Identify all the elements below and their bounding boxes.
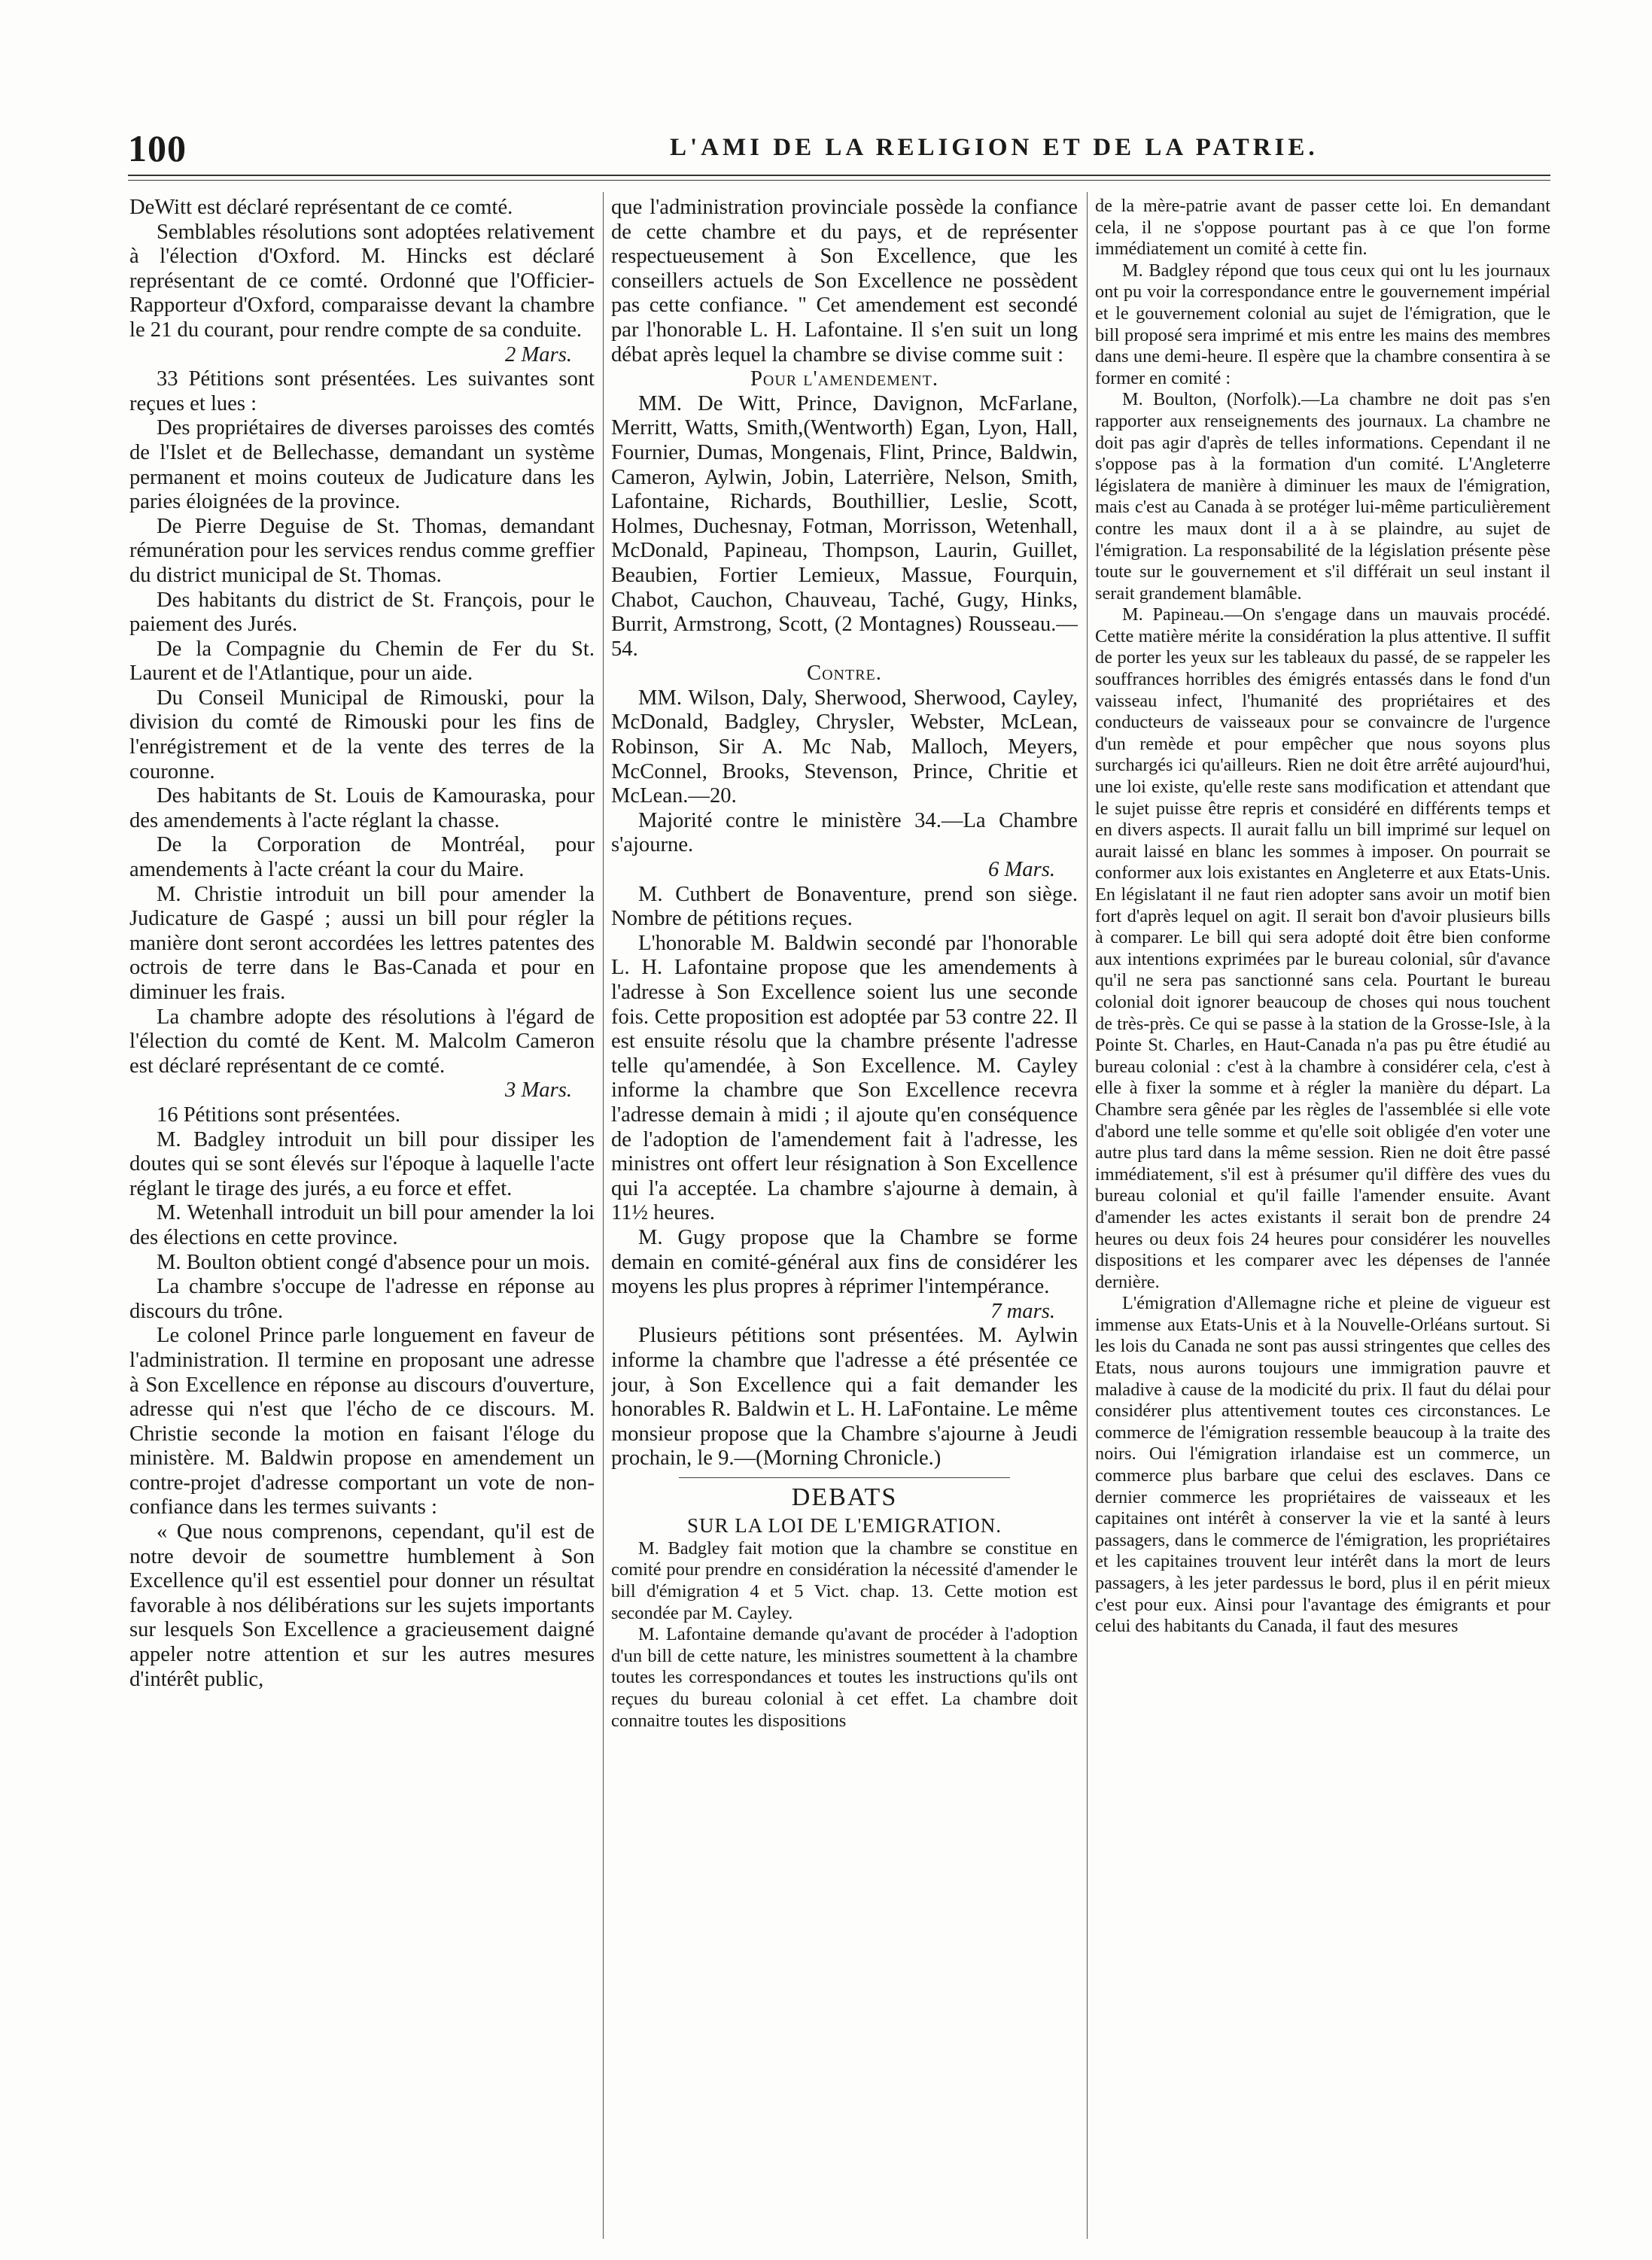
paragraph: Semblables résolutions sont adoptées relativement à l'élection d'Oxford. M. Hincks est déclaré représentant de ce comté. Ordonné que l'Officier-Rapporteur d'Oxford, comparaisse devant la chambre le 21 du courant, pour rendre compte de sa conduite. <box>129 220 595 342</box>
vote-list-against: MM. Wilson, Daly, Sherwood, Sherwood, Cayley, McDonald, Badgley, Chrysler, Webster, McLean, Robinson, Sir A. Mc Nab, Malloch, Meyers, McConnel, Brooks, Stevenson, Prince, Chritie et McLean.—20. <box>611 686 1078 808</box>
quoted-amendment: « Que nous comprenons, cependant, qu'il est de notre devoir de soumettre humblement à Son Excellence qu'il est essentiel pour donner un résultat favorable à nos délibérations sur les sujets importants sur lesquels Son Excellence a gracieusement daigné appeler notre attention et sur les autres mesures d'intérêt public, <box>129 1520 595 1691</box>
paragraph: M. Papineau.—On s'engage dans un mauvais procédé. Cette matière mérite la considération la plus attentive. Il suffit de porter les yeux sur les tableaux du passé, de se rappeler les souffrances horribles des émigrés entassés dans le fond d'un vaisseau infect, l'humanité des propriétaires et des conducteurs de vaisseaux pour se convaincre de l'urgence d'un remède et pour empêcher que nous soyons plus surchargés ici qu'ailleurs. Rien ne doit être arrêté aujourd'hui, une loi existe, qu'elle reste sans modification et attendant que le sujet puisse être repris et considéré en différents temps et en divers aspects. Il aurait fallu un bill imprimé sur lequel on aurait laissé en blanc les sommes à imposer. On pourrait se conformer aux lois existantes en Angleterre et aux Etats-Unis. En législatant il ne faut rien adopter sans avoir un motif bien fort d'après lequel on agit. Il serait bon d'avoir plusieurs bills à comparer. Le bill qui sera adopté doit être bien conforme aux intentions exprimées par le bureau colonial, sûr d'avance qu'il ne sera pas sanctionné sans cela. Pourtant le bureau colonial doit ignorer beaucoup de choses qui nous touchent de très-près. Ce qui se passe à la station de la Grosse-Isle, à la Pointe St. Charles, en Haut-Canada n'a pas pu être étudié au bureau colonial : c'est à la chambre à considérer cela, c'est à elle à fixer la somme et à régler la manière du départ. La Chambre sera gênée par les règles de l'assemblée si elle vote d'abord une telle somme et qu'elle soit obligée d'en voter une autre plus tard dans la même session. Rien ne doit être passé immédiatement, s'il est à présumer qu'il diffère des vues du bureau colonial et qu'il faille l'amender ensuite. Avant d'amender les actes existants il serait bon de prendre 24 heures ou deux fois 24 heures pour considérer les nouvelles dispositions et les comparer avec les dépenses de l'année dernière. <box>1095 604 1550 1292</box>
paragraph: L'honorable M. Baldwin secondé par l'honorable L. H. Lafontaine propose que les amendements à l'adresse à Son Excellence soient lus une seconde fois. Cette proposition est adoptée par 53 contre 22. Il est ensuite résolu que la chambre présente l'adresse telle qu'amendée, à Son Excellence. M. Cayley informe la chambre que Son Excellence recevra l'adresse demain à midi ; il ajoute qu'en conséquence de l'adoption de l'amendement fait à l'adresse, les ministres ont offert leur résignation à Son Excellence qui l'a acceptée. La chambre s'ajourne à demain, à 11½ heures. <box>611 931 1078 1225</box>
vote-heading-for: Pour l'amendement. <box>750 367 939 391</box>
petition-item: Des habitants de St. Louis de Kamouraska, pour des amendements à l'acte réglant la chasse. <box>129 784 595 832</box>
column-middle <box>611 196 1078 2239</box>
column-divider <box>1087 192 1088 2239</box>
date-heading: 2 Mars. <box>505 342 572 367</box>
paragraph: de la mère-patrie avant de passer cette loi. En demandant cela, il ne s'oppose pourtant pas à ce que l'on forme immédiatement un comité à cette fin. <box>1095 196 1550 260</box>
petition-item: Du Conseil Municipal de Rimouski, pour la division du comté de Rimouski pour les fins de l'enrégistrement et de la vente des terres de la couronne. <box>129 686 595 783</box>
paragraph: DeWitt est déclaré représentant de ce comté. <box>129 196 513 219</box>
petition-item: De la Corporation de Montréal, pour amendements à l'acte créant la cour du Maire. <box>129 833 595 882</box>
paragraph: M. Wetenhall introduit un bill pour amender la loi des élections en cette province. <box>129 1201 595 1249</box>
section-heading <box>611 1477 1078 1538</box>
paragraph: M. Boulton obtient congé d'absence pour un mois. <box>157 1250 591 1274</box>
petition-item: De Pierre Deguise de St. Thomas, demandant rémunération pour les services rendus comme greffier du district municipal de St. Thomas. <box>129 514 595 587</box>
paragraph: M. Badgley répond que tous ceux qui ont lu les journaux ont pu voir la correspondance entre le gouvernement impérial et le gouvernement colonial au sujet de l'émigration, que le bill proposé sera imprimé et mis entre les mains des membres dans une demi-heure. Il espère que la chambre consentira à se former en comité : <box>1095 260 1550 388</box>
paragraph: M. Lafontaine demande qu'avant de procéder à l'adoption d'un bill de cette nature, les ministres soumettent à la chambre toutes les correspondances et toutes les instructions qu'ils ont reçues du bureau colonial à cet effet. La chambre doit connaitre toutes les dispositions <box>611 1624 1078 1731</box>
column-right <box>1095 196 1550 2239</box>
paragraph: M. Gugy propose que la Chambre se forme demain en comité-général aux fins de considérer les moyens les plus propres à réprimer l'intempérance. <box>611 1225 1078 1299</box>
petition-item: Des propriétaires de diverses paroisses des comtés de l'Islet et de Bellechasse, demandant un système permanent et moins couteux de Judicature dans les paries éloignées de la province. <box>129 416 595 514</box>
vote-list-for: MM. De Witt, Prince, Davignon, McFarlane, Merritt, Watts, Smith,(Wentworth) Egan, Lyon, Hall, Fournier, Dumas, Mongenais, Flint, Prince, Baldwin, Cameron, Aylwin, Jobin, Laterrière, Nelson, Smith, Lafontaine, Richards, Bouthillier, Leslie, Scott, Holmes, Duchesnay, Fotman, Morrisson, Wetenhall, McDonald, Papineau, Thompson, Laurin, Guillet, Beaubien, Fortier Lemieux, Massue, Fourquin, Chabot, Cauchon, Chauveau, Taché, Gugy, Hinks, Burrit, Armstrong, Scott, (2 Montagnes) Rousseau.—54. <box>611 391 1078 661</box>
petition-item: De la Compagnie du Chemin de Fer du St. Laurent et de l'Atlantique, pour un aide. <box>129 637 595 686</box>
paragraph: M. Badgley introduit un bill pour dissiper les doutes qui se sont élevés sur l'époque à laquelle l'acte réglant le tirage des jurés, a eu force et effet. <box>129 1127 595 1200</box>
paragraph: 33 Pétitions sont présentées. Les suivantes sont reçues et lues : <box>129 367 595 415</box>
date-heading: 7 mars. <box>990 1299 1055 1323</box>
page-number: 100 <box>128 127 187 169</box>
page-header <box>128 126 1550 172</box>
header-rule <box>128 175 1550 176</box>
paragraph: M. Boulton, (Norfolk).—La chambre ne doit pas s'en rapporter aux renseignements des journaux. La chambre ne doit pas agir d'après de telles informations. Cependant il ne s'oppose pas à la formation d'un comité. L'Angleterre législatera de manière à diminuer les maux de l'émigration, mais c'est au Canada à se protéger lui-même particulièrement contre les maux dont il a à se plaindre, au sujet de l'émigration. La responsabilité de la législation présente pèse toute sur le gouvernement et s'il différait un seul instant il serait grandement blamâble. <box>1095 389 1550 604</box>
running-title: L'AMI DE LA RELIGION ET DE LA PATRIE. <box>670 134 1319 161</box>
paragraph: L'émigration d'Allemagne riche et pleine de vigueur est immense aux Etats-Unis et à la Nouvelle-Orléans surtout. Si les lois du Canada ne sont pas aussi stringentes que celles des Etats, nous aurons toujours une immigration pauvre et maladive à cause de la modicité du prix. Il faut du délai pour considérer plus attentivement toutes ces circonstances. Le commerce de l'émigration ressemble beaucoup à la traite des noirs. Oui l'émigration irlandaise est un commerce, un commerce plus barbare que celui des esclaves. Dans ce dernier commerce les propriétaires de vaisseaux et les capitaines ont intérêt à conserver la vie et la santé à leurs passagers, dans le commerce de l'émigration, les propriétaires et les capitaines trouvent leur intérêt dans la mort de leurs passagers, à les jeter pardessus le bord, plus il en périt mieux c'est pour eux. Ainsi pour l'avantage des émigrants et pour celui des habitants du Canada, il faut des mesures <box>1095 1293 1550 1637</box>
paragraph: que l'administration provinciale possède la confiance de cette chambre et du pays, et de représenter respectueusement à Son Excellence, que les conseillers actuels de Son Excellence ne possèdent pas cette confiance. " Cet amendement est secondé par l'honorable L. H. Lafontaine. Il s'en suit un long débat après lequel la chambre se divise comme suit : <box>611 196 1078 367</box>
petition-item: Des habitants du district de St. François, pour le paiement des Jurés. <box>129 588 595 637</box>
header-rule-thin <box>128 180 1550 181</box>
paragraph: M. Cuthbert de Bonaventure, prend son siège. Nombre de pétitions reçues. <box>611 882 1078 931</box>
paragraph: La chambre s'occupe de l'adresse en réponse au discours du trône. <box>129 1275 595 1323</box>
section-subtitle: SUR LA LOI DE L'EMIGRATION. <box>686 1513 1002 1537</box>
paragraph: M. Badgley fait motion que la chambre se constitue en comité pour prendre en considération la nécessité d'amender le bill d'émigration 4 et 5 Vict. chap. 13. Cette motion est secondée par M. Cayley. <box>611 1538 1078 1623</box>
paragraph: M. Christie introduit un bill pour amender la Judicature de Gaspé ; aussi un bill pour régler la manière dont seront accordées les lettres patentes des octrois de terre dans le Bas-Canada et pour en diminuer les frais. <box>129 882 595 1004</box>
date-heading: 3 Mars. <box>505 1078 572 1103</box>
paragraph: 16 Pétitions sont présentées. <box>157 1103 401 1127</box>
column-divider <box>603 192 604 2239</box>
paragraph: Majorité contre le ministère 34.—La Chambre s'ajourne. <box>611 808 1078 857</box>
column-left <box>129 196 595 2239</box>
vote-heading-against: Contre. <box>807 662 882 686</box>
section-title: DEBATS <box>679 1477 1010 1513</box>
paragraph: La chambre adopte des résolutions à l'égard de l'élection du comté de Kent. M. Malcolm Cameron est déclaré représentant de ce comté. <box>129 1005 595 1078</box>
paragraph: Le colonel Prince parle longuement en faveur de l'administration. Il termine en proposant une adresse à Son Excellence en réponse au discours d'ouverture, adresse qui n'est que l'écho de ce discours. M. Christie seconde la motion en faisant l'éloge du ministère. M. Baldwin propose en amendement un contre-projet d'adresse comportant un vote de non-confiance dans les termes suivants : <box>129 1324 595 1519</box>
date-heading: 6 Mars. <box>988 858 1055 882</box>
paragraph: Plusieurs pétitions sont présentées. M. Aylwin informe la chambre que l'adresse a été présentée ce jour, à Son Excellence qui a fait demander les honorables R. Baldwin et L. H. LaFontaine. Le même monsieur propose que la Chambre s'ajourne à Jeudi prochain, le 9.—(Morning Chronicle.) <box>611 1324 1078 1471</box>
